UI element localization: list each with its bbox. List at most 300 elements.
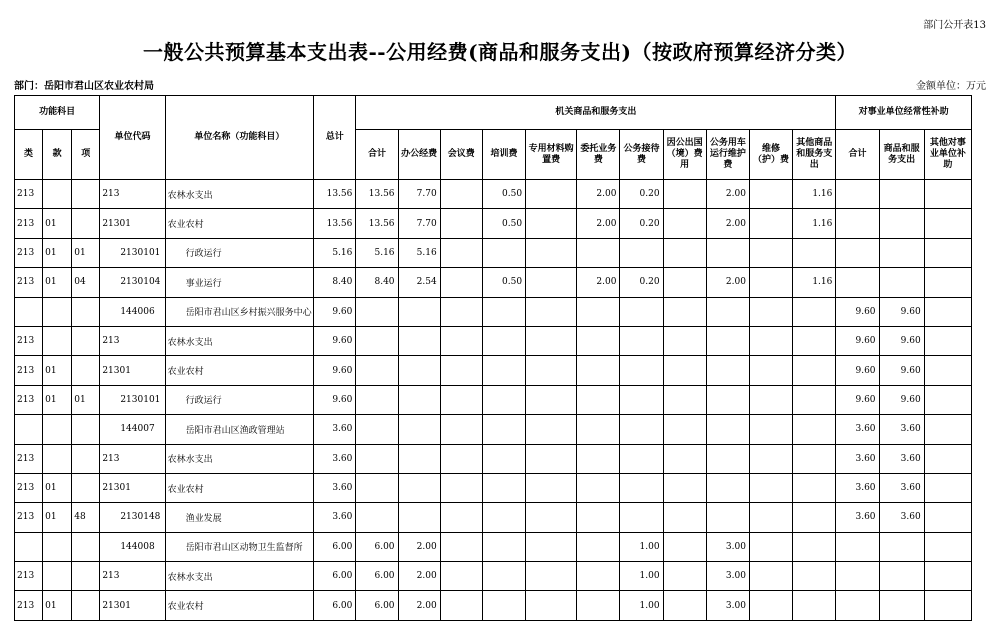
cell-value: [356, 356, 398, 385]
cell-code: 144008: [100, 532, 165, 561]
cell-value: [620, 473, 663, 502]
cell-xiang: 04: [72, 268, 100, 297]
header-g1-col: 专用材料购置费: [526, 130, 577, 180]
cell-value: [577, 532, 620, 561]
cell-value: [663, 268, 706, 297]
cell-value: [793, 503, 836, 532]
cell-value: [793, 297, 836, 326]
cell-name: 农林水支出: [165, 562, 314, 591]
cell-total: 13.56: [314, 209, 356, 238]
cell-code: 213: [100, 562, 165, 591]
cell-value: [440, 473, 482, 502]
cell-code: 21301: [100, 473, 165, 502]
cell-value: [749, 209, 792, 238]
cell-value: 3.60: [879, 503, 924, 532]
table-row: [15, 473, 972, 502]
header-g2-col: 商品和服务支出: [879, 130, 924, 180]
header-lei: 类: [15, 130, 43, 180]
cell-xiang: [72, 562, 100, 591]
cell-value: [482, 415, 525, 444]
unit-label: 金额单位：万元: [916, 81, 986, 92]
cell-value: 3.00: [706, 591, 749, 620]
cell-value: [482, 297, 525, 326]
cell-value: [663, 326, 706, 355]
cell-lei: 213: [15, 180, 43, 209]
form-number: 部门公开表13: [923, 20, 986, 31]
cell-value: 3.60: [836, 444, 879, 473]
cell-value: 1.00: [620, 562, 663, 591]
table-row: [15, 297, 972, 326]
cell-value: [836, 562, 879, 591]
cell-value: 7.70: [398, 209, 440, 238]
cell-value: [526, 415, 577, 444]
cell-kuan: 01: [43, 385, 72, 414]
cell-value: [482, 562, 525, 591]
cell-xiang: [72, 415, 100, 444]
cell-value: [440, 415, 482, 444]
cell-value: [749, 385, 792, 414]
cell-value: 3.60: [836, 503, 879, 532]
header-g1-col: 会议费: [440, 130, 482, 180]
cell-value: 0.50: [482, 180, 525, 209]
cell-total: 3.60: [314, 444, 356, 473]
cell-value: 3.00: [706, 532, 749, 561]
cell-xiang: [72, 444, 100, 473]
table-row: [15, 268, 972, 297]
table-row: [15, 356, 972, 385]
cell-lei: 213: [15, 238, 43, 267]
cell-value: [749, 473, 792, 502]
cell-value: [620, 326, 663, 355]
cell-value: [398, 473, 440, 502]
cell-lei: 213: [15, 562, 43, 591]
cell-name: 农业农村: [165, 473, 314, 502]
cell-name: 农业农村: [165, 356, 314, 385]
cell-value: 2.00: [706, 209, 749, 238]
cell-name: 岳阳市君山区渔政管理站: [165, 415, 314, 444]
cell-value: [526, 268, 577, 297]
cell-value: [924, 562, 971, 591]
header-g2-col: 合计: [836, 130, 879, 180]
header-g1-col: 维修（护）费: [749, 130, 792, 180]
cell-value: 9.60: [879, 326, 924, 355]
cell-value: 3.60: [879, 415, 924, 444]
cell-kuan: 01: [43, 238, 72, 267]
cell-value: [749, 297, 792, 326]
header-xiang: 项: [72, 130, 100, 180]
cell-value: [440, 356, 482, 385]
cell-value: [749, 268, 792, 297]
cell-total: 6.00: [314, 532, 356, 561]
cell-value: [793, 591, 836, 620]
cell-value: [526, 356, 577, 385]
header-g2-col: 其他对事业单位补助: [924, 130, 971, 180]
cell-total: 9.60: [314, 326, 356, 355]
cell-value: 2.00: [577, 209, 620, 238]
cell-value: [526, 444, 577, 473]
table-row: [15, 180, 972, 209]
cell-total: 3.60: [314, 503, 356, 532]
cell-kuan: [43, 444, 72, 473]
cell-value: [526, 180, 577, 209]
cell-value: [924, 209, 971, 238]
cell-value: [577, 385, 620, 414]
cell-value: 9.60: [879, 385, 924, 414]
cell-value: 6.00: [356, 591, 398, 620]
cell-name: 农林水支出: [165, 326, 314, 355]
cell-value: [482, 591, 525, 620]
cell-code: 21301: [100, 356, 165, 385]
cell-value: [924, 297, 971, 326]
cell-value: 2.00: [706, 268, 749, 297]
cell-value: 0.50: [482, 209, 525, 238]
cell-code: 2130148: [100, 503, 165, 532]
cell-value: [706, 326, 749, 355]
cell-value: 5.16: [398, 238, 440, 267]
cell-value: 3.60: [879, 473, 924, 502]
cell-value: 1.16: [793, 268, 836, 297]
cell-value: 2.00: [577, 180, 620, 209]
cell-value: [526, 473, 577, 502]
cell-value: [440, 385, 482, 414]
cell-name: 行政运行: [165, 385, 314, 414]
cell-value: [793, 326, 836, 355]
cell-value: [577, 238, 620, 267]
cell-value: 2.54: [398, 268, 440, 297]
cell-xiang: [72, 180, 100, 209]
cell-lei: [15, 532, 43, 561]
cell-value: 9.60: [836, 385, 879, 414]
cell-value: [924, 385, 971, 414]
cell-value: [620, 503, 663, 532]
cell-value: [398, 444, 440, 473]
cell-name: 行政运行: [165, 238, 314, 267]
cell-value: [749, 326, 792, 355]
table-row: [15, 532, 972, 561]
cell-value: [924, 180, 971, 209]
cell-value: [836, 238, 879, 267]
cell-code: 144007: [100, 415, 165, 444]
cell-value: 1.16: [793, 180, 836, 209]
cell-value: 5.16: [356, 238, 398, 267]
cell-kuan: [43, 326, 72, 355]
cell-code: 213: [100, 444, 165, 473]
header-group1: 机关商品和服务支出: [356, 96, 836, 130]
cell-value: 1.00: [620, 532, 663, 561]
cell-value: [879, 532, 924, 561]
cell-value: [749, 562, 792, 591]
table-row: [15, 503, 972, 532]
cell-total: 6.00: [314, 562, 356, 591]
cell-name: 农林水支出: [165, 444, 314, 473]
table-row: [15, 326, 972, 355]
cell-value: [836, 268, 879, 297]
cell-xiang: [72, 209, 100, 238]
cell-total: 5.16: [314, 238, 356, 267]
cell-value: 3.00: [706, 562, 749, 591]
cell-value: [706, 297, 749, 326]
cell-value: [836, 209, 879, 238]
page-title: 一般公共预算基本支出表--公用经费(商品和服务支出)（按政府预算经济分类）: [142, 40, 858, 64]
cell-value: [793, 415, 836, 444]
cell-value: [879, 562, 924, 591]
cell-value: [440, 209, 482, 238]
cell-name: 农业农村: [165, 209, 314, 238]
cell-kuan: 01: [43, 209, 72, 238]
cell-value: [663, 473, 706, 502]
cell-value: [879, 238, 924, 267]
cell-value: [663, 444, 706, 473]
cell-value: [526, 591, 577, 620]
cell-value: [924, 591, 971, 620]
cell-value: [793, 444, 836, 473]
cell-value: [440, 591, 482, 620]
cell-value: [706, 238, 749, 267]
header-g1-col: 培训费: [482, 130, 525, 180]
cell-value: [440, 268, 482, 297]
budget-table: [14, 95, 972, 621]
cell-value: [663, 209, 706, 238]
cell-value: 0.20: [620, 209, 663, 238]
cell-value: 2.00: [577, 268, 620, 297]
cell-value: [663, 180, 706, 209]
cell-value: [577, 444, 620, 473]
table-row: [15, 209, 972, 238]
cell-value: [793, 532, 836, 561]
cell-value: [924, 444, 971, 473]
cell-name: 渔业发展: [165, 503, 314, 532]
cell-value: [924, 415, 971, 444]
cell-xiang: [72, 297, 100, 326]
cell-value: [836, 532, 879, 561]
cell-value: [398, 503, 440, 532]
cell-lei: 213: [15, 356, 43, 385]
cell-name: 岳阳市君山区动物卫生监督所: [165, 532, 314, 561]
cell-value: [356, 444, 398, 473]
cell-lei: 213: [15, 209, 43, 238]
cell-lei: 213: [15, 385, 43, 414]
cell-xiang: 48: [72, 503, 100, 532]
cell-value: [620, 297, 663, 326]
cell-value: [924, 473, 971, 502]
table-row: [15, 444, 972, 473]
cell-value: [577, 297, 620, 326]
cell-value: [749, 180, 792, 209]
header-group2: 对事业单位经常性补助: [836, 96, 972, 130]
cell-total: 8.40: [314, 268, 356, 297]
cell-value: [526, 209, 577, 238]
cell-value: 2.00: [398, 562, 440, 591]
header-g1-col: 公务用车运行维护费: [706, 130, 749, 180]
cell-value: [663, 591, 706, 620]
cell-value: [749, 444, 792, 473]
cell-value: 0.20: [620, 268, 663, 297]
cell-kuan: 01: [43, 591, 72, 620]
cell-value: 8.40: [356, 268, 398, 297]
cell-kuan: 01: [43, 268, 72, 297]
cell-value: [706, 473, 749, 502]
cell-value: [749, 356, 792, 385]
cell-name: 农业农村: [165, 591, 314, 620]
cell-value: [663, 297, 706, 326]
cell-value: [620, 415, 663, 444]
cell-kuan: 01: [43, 356, 72, 385]
header-kuan: 款: [43, 130, 72, 180]
cell-value: [526, 503, 577, 532]
cell-total: 9.60: [314, 385, 356, 414]
cell-value: 6.00: [356, 532, 398, 561]
cell-xiang: [72, 532, 100, 561]
cell-xiang: 01: [72, 238, 100, 267]
cell-value: [620, 238, 663, 267]
cell-value: [526, 385, 577, 414]
cell-value: [356, 503, 398, 532]
cell-value: 9.60: [836, 356, 879, 385]
cell-name: 农林水支出: [165, 180, 314, 209]
cell-value: [526, 297, 577, 326]
cell-code: 21301: [100, 209, 165, 238]
header-g1-col: 办公经费: [398, 130, 440, 180]
cell-kuan: 01: [43, 473, 72, 502]
cell-value: 3.60: [879, 444, 924, 473]
cell-value: [620, 444, 663, 473]
table-row: [15, 238, 972, 267]
cell-total: 3.60: [314, 415, 356, 444]
cell-kuan: 01: [43, 503, 72, 532]
cell-value: [440, 444, 482, 473]
cell-lei: 213: [15, 473, 43, 502]
cell-total: 13.56: [314, 180, 356, 209]
cell-kuan: [43, 415, 72, 444]
cell-value: [620, 356, 663, 385]
cell-value: [706, 415, 749, 444]
header-func: 功能科目: [15, 96, 100, 130]
header-code: 单位代码: [100, 96, 165, 180]
cell-kuan: [43, 562, 72, 591]
cell-lei: 213: [15, 444, 43, 473]
cell-value: [440, 503, 482, 532]
cell-value: [663, 532, 706, 561]
header-name: 单位名称（功能科目）: [165, 96, 314, 180]
cell-value: [793, 473, 836, 502]
cell-value: [793, 562, 836, 591]
cell-value: [577, 562, 620, 591]
cell-value: [577, 356, 620, 385]
cell-value: [749, 238, 792, 267]
cell-value: 9.60: [879, 356, 924, 385]
cell-value: 0.20: [620, 180, 663, 209]
cell-code: 2130104: [100, 268, 165, 297]
cell-value: [356, 385, 398, 414]
cell-total: 9.60: [314, 356, 356, 385]
cell-value: [577, 503, 620, 532]
cell-value: 2.00: [398, 591, 440, 620]
cell-value: [398, 356, 440, 385]
cell-value: [482, 503, 525, 532]
cell-value: 1.16: [793, 209, 836, 238]
header-g1-col: 其他商品和服务支出: [793, 130, 836, 180]
cell-value: [706, 503, 749, 532]
cell-value: [440, 326, 482, 355]
cell-value: 1.00: [620, 591, 663, 620]
cell-value: [793, 238, 836, 267]
cell-value: 2.00: [706, 180, 749, 209]
cell-value: 13.56: [356, 180, 398, 209]
cell-value: [482, 356, 525, 385]
header-g1-col: 因公出国（境）费用: [663, 130, 706, 180]
cell-value: [356, 473, 398, 502]
cell-value: [356, 297, 398, 326]
cell-value: [836, 591, 879, 620]
cell-lei: 213: [15, 326, 43, 355]
header-g1-col: 委托业务费: [577, 130, 620, 180]
cell-value: [398, 326, 440, 355]
cell-value: 2.00: [398, 532, 440, 561]
cell-value: [924, 356, 971, 385]
cell-value: [924, 238, 971, 267]
cell-value: [577, 415, 620, 444]
cell-xiang: [72, 326, 100, 355]
cell-lei: [15, 297, 43, 326]
cell-value: [482, 238, 525, 267]
cell-xiang: 01: [72, 385, 100, 414]
cell-value: 7.70: [398, 180, 440, 209]
cell-value: [663, 503, 706, 532]
table-row: [15, 562, 972, 591]
cell-name: 事业运行: [165, 268, 314, 297]
cell-value: 13.56: [356, 209, 398, 238]
cell-value: [663, 562, 706, 591]
department-label: 部门：岳阳市君山区农业农村局: [14, 81, 154, 92]
cell-xiang: [72, 591, 100, 620]
cell-total: 6.00: [314, 591, 356, 620]
cell-lei: 213: [15, 268, 43, 297]
cell-code: 21301: [100, 591, 165, 620]
cell-value: [482, 473, 525, 502]
cell-value: [749, 532, 792, 561]
cell-value: 3.60: [836, 415, 879, 444]
cell-value: [836, 180, 879, 209]
cell-value: [526, 238, 577, 267]
cell-value: 3.60: [836, 473, 879, 502]
cell-value: [482, 385, 525, 414]
cell-value: 9.60: [836, 297, 879, 326]
cell-value: [577, 591, 620, 620]
cell-lei: 213: [15, 591, 43, 620]
cell-value: [398, 415, 440, 444]
cell-code: 213: [100, 326, 165, 355]
table-row: [15, 415, 972, 444]
table-row: [15, 591, 972, 620]
cell-total: 9.60: [314, 297, 356, 326]
cell-code: 2130101: [100, 385, 165, 414]
cell-value: [482, 444, 525, 473]
cell-value: [356, 415, 398, 444]
table-row: [15, 385, 972, 414]
cell-value: [356, 326, 398, 355]
cell-value: [482, 532, 525, 561]
cell-kuan: [43, 180, 72, 209]
cell-value: 0.50: [482, 268, 525, 297]
cell-value: [706, 444, 749, 473]
cell-kuan: [43, 532, 72, 561]
cell-value: [663, 415, 706, 444]
cell-value: [879, 180, 924, 209]
cell-xiang: [72, 473, 100, 502]
cell-value: [526, 562, 577, 591]
cell-value: [440, 180, 482, 209]
cell-value: [526, 326, 577, 355]
